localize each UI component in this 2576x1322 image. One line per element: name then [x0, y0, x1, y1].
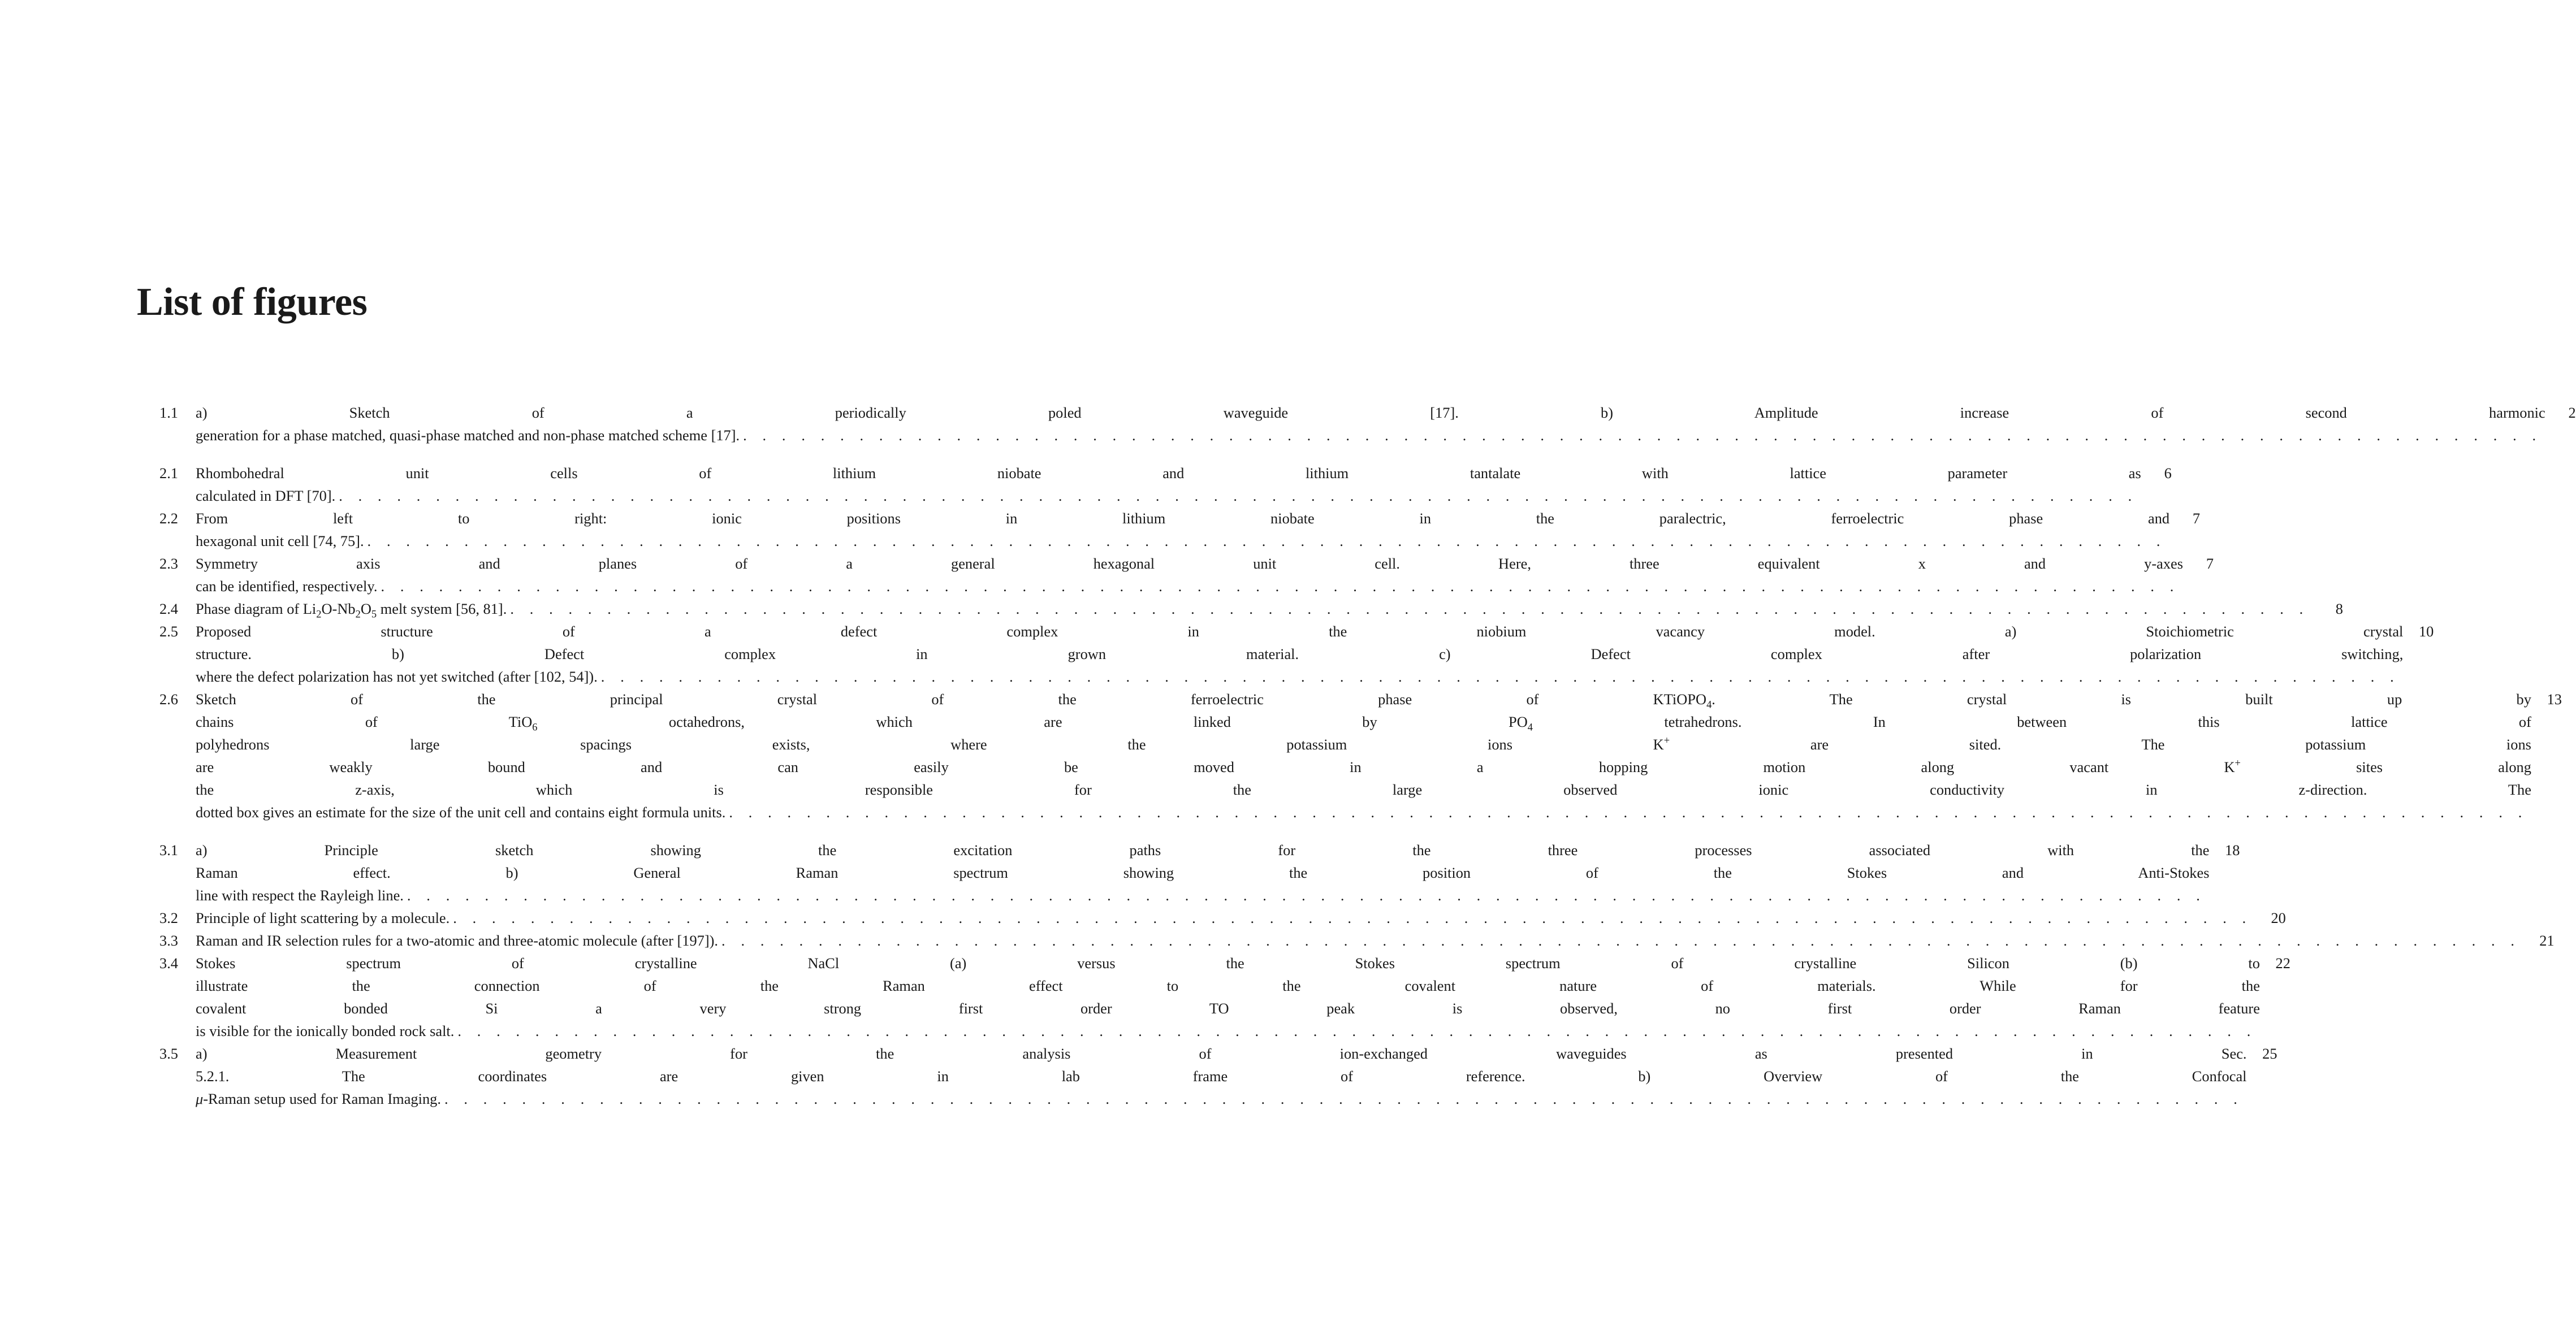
figure-caption [196, 401, 2545, 447]
page-number[interactable]: 10 [2418, 623, 2434, 640]
page-title: List of figures [137, 280, 368, 324]
caption-line: line with respect the Rayleigh line. [196, 887, 404, 904]
caption-line: are weakly bound and can easily be moved in a hopping motion along vacant K+ sites along [196, 757, 2531, 775]
caption-line: generation for a phase matched, quasi-phase matched and non-phase matched scheme [17]. [196, 427, 740, 444]
caption-line: the z-axis, which is responsible for the large observed ionic conductivity in z-direction. The [196, 781, 2531, 798]
caption-line: Raman effect. b) General Raman spectrum showing the position of the Stokes and Anti-Stokes [196, 864, 2210, 881]
figure-entry-2-4[interactable] [136, 597, 2343, 620]
caption-line: Sketch of the principal crystal of the ferroelectric phase of KTiOPO$_4$. The crystal is built up by [196, 691, 2531, 710]
figure-entry-3-1[interactable] [136, 839, 2240, 907]
page-number[interactable]: 22 [2275, 955, 2290, 972]
page-number[interactable]: 18 [2225, 842, 2240, 859]
figure-entry-3-2[interactable] [136, 907, 2286, 929]
caption-line: 5.2.1. The coordinates are given in lab frame of reference. b) Overview of the Confocal [196, 1068, 2247, 1085]
figure-caption [196, 552, 2183, 597]
figure-number: 3.5 [159, 1045, 178, 1062]
dot-leader [368, 530, 2167, 552]
caption-line: a) Sketch of a periodically poled waveguide [17]. b) Amplitude increase of second harmonic [196, 404, 2545, 421]
figure-caption [196, 952, 2260, 1042]
page-number[interactable]: 8 [2335, 600, 2343, 617]
caption-line: structure. b) Defect complex in grown material. c) Defect complex after polarization switching, [196, 645, 2404, 662]
caption-line: polyhedrons large spacings exists, where the potassium ions K+ are sited. The potassium ions [196, 735, 2531, 753]
chapter-3-group [136, 839, 2555, 1110]
figure-number: 3.3 [159, 932, 178, 949]
figure-caption [196, 907, 2255, 929]
figure-entry-3-4[interactable] [136, 952, 2290, 1042]
figure-caption [196, 688, 2531, 823]
page-number[interactable]: 25 [2262, 1045, 2277, 1062]
figure-number: 3.2 [159, 909, 178, 926]
caption-last-line [196, 530, 2169, 552]
figure-number: 2.2 [159, 510, 178, 527]
figure-entry-2-3[interactable] [136, 552, 2214, 597]
caption-last-line [196, 665, 2403, 688]
dot-leader [444, 1087, 2244, 1110]
figure-caption [196, 462, 2141, 507]
caption-line: Raman and IR selection rules for a two-atomic and three-atomic molecule (after [197]). [196, 932, 719, 949]
caption-line: Stokes spectrum of crystalline NaCl (a) versus the Stokes spectrum of crystalline Silicon (b) to [196, 955, 2260, 972]
caption-line: μ-Raman setup used for Raman Imaging. [196, 1090, 441, 1107]
chapter-2-group [136, 462, 2562, 823]
page-number[interactable]: 7 [2206, 555, 2214, 572]
page-number[interactable]: 13 [2547, 691, 2562, 708]
page-number[interactable]: 6 [2164, 465, 2172, 482]
list-of-figures [136, 401, 2576, 1125]
figure-number: 3.4 [159, 955, 178, 972]
caption-line: is visible for the ionically bonded rock salt. [196, 1022, 455, 1039]
figure-caption [196, 1042, 2247, 1110]
figure-number: 2.4 [159, 600, 178, 617]
caption-last-line [196, 801, 2531, 823]
caption-line: dotted box gives an estimate for the size of the unit cell and contains eight formula units. [196, 804, 726, 821]
caption-line: hexagonal unit cell [74, 75]. [196, 532, 364, 549]
dot-leader [407, 884, 2206, 907]
caption-last-line [196, 424, 2545, 447]
caption-last-line [196, 597, 2313, 620]
caption-line: where the defect polarization has not yet switched (after [102, 54]). [196, 668, 598, 685]
caption-line: a) Measurement geometry for the analysis of ion-exchanged waveguides as presented in Sec. [196, 1045, 2247, 1062]
dot-leader [743, 424, 2542, 447]
dot-leader [510, 597, 2309, 620]
caption-last-line [196, 575, 2183, 597]
figure-number: 1.1 [159, 404, 178, 421]
figure-caption [196, 620, 2403, 688]
page-number[interactable]: 2 [2568, 404, 2576, 421]
figure-caption [196, 929, 2524, 952]
figure-number: 3.1 [159, 842, 178, 859]
page-number[interactable]: 21 [2539, 932, 2555, 949]
figure-number: 2.3 [159, 555, 178, 572]
chapter-1-group [136, 401, 2576, 447]
figure-entry-1-1[interactable] [136, 401, 2576, 447]
caption-line: illustrate the connection of the Raman effect to the covalent nature of materials. While for the [196, 977, 2260, 994]
caption-last-line [196, 1020, 2260, 1042]
caption-line: From left to right: ionic positions in lithium niobate in the paralectric, ferroelectric phase and [196, 510, 2170, 527]
dot-leader [601, 665, 2400, 688]
caption-line: Phase diagram of $Li_2O-Nb_2O_5$ melt system [56, 81]. [196, 600, 507, 620]
dot-leader [457, 1020, 2257, 1042]
dot-leader [339, 484, 2138, 507]
figure-entry-3-5[interactable] [136, 1042, 2277, 1110]
figure-number: 2.6 [159, 691, 178, 708]
page-number[interactable]: 7 [2192, 510, 2201, 527]
caption-line: calculated in DFT [70]. [196, 487, 336, 504]
figure-caption [196, 507, 2169, 552]
figure-entry-2-5[interactable] [136, 620, 2434, 688]
dot-leader [381, 575, 2180, 597]
caption-line: chains of TiO$_6$ octahedrons, which are linked by $PO_4$ tetrahedrons. In between this lattice of [196, 713, 2531, 733]
figure-entry-2-1[interactable] [136, 462, 2172, 507]
caption-line: Principle of light scattering by a molecule. [196, 909, 450, 926]
page-number[interactable]: 20 [2271, 909, 2286, 926]
dot-leader [721, 929, 2521, 952]
figure-entry-2-6[interactable] [136, 688, 2562, 823]
dot-leader [729, 801, 2528, 823]
caption-last-line [196, 907, 2255, 929]
figure-number: 2.5 [159, 623, 178, 640]
caption-line: Rhombohedral unit cells of lithium niobate and lithium tantalate with lattice parameter as [196, 465, 2141, 482]
caption-last-line [196, 929, 2524, 952]
caption-last-line [196, 484, 2141, 507]
caption-last-line [196, 1087, 2247, 1110]
figure-number: 2.1 [159, 465, 178, 482]
dot-leader [453, 907, 2252, 929]
caption-last-line [196, 884, 2209, 907]
caption-line: Symmetry axis and planes of a general hexagonal unit cell. Here, three equivalent x and y-axes [196, 555, 2184, 572]
figure-entry-3-3[interactable] [136, 929, 2555, 952]
figure-caption [196, 597, 2313, 620]
caption-line: Proposed structure of a defect complex in the niobium vacancy model. a) Stoichiometric crystal [196, 623, 2404, 640]
figure-entry-2-2[interactable] [136, 507, 2201, 552]
caption-line: covalent bonded Si a very strong first order TO peak is observed, no first order Raman feature [196, 1000, 2260, 1017]
figure-caption [196, 839, 2209, 907]
caption-line: can be identified, respectively. [196, 578, 378, 595]
caption-line: a) Principle sketch showing the excitation paths for the three processes associated with the [196, 842, 2210, 859]
